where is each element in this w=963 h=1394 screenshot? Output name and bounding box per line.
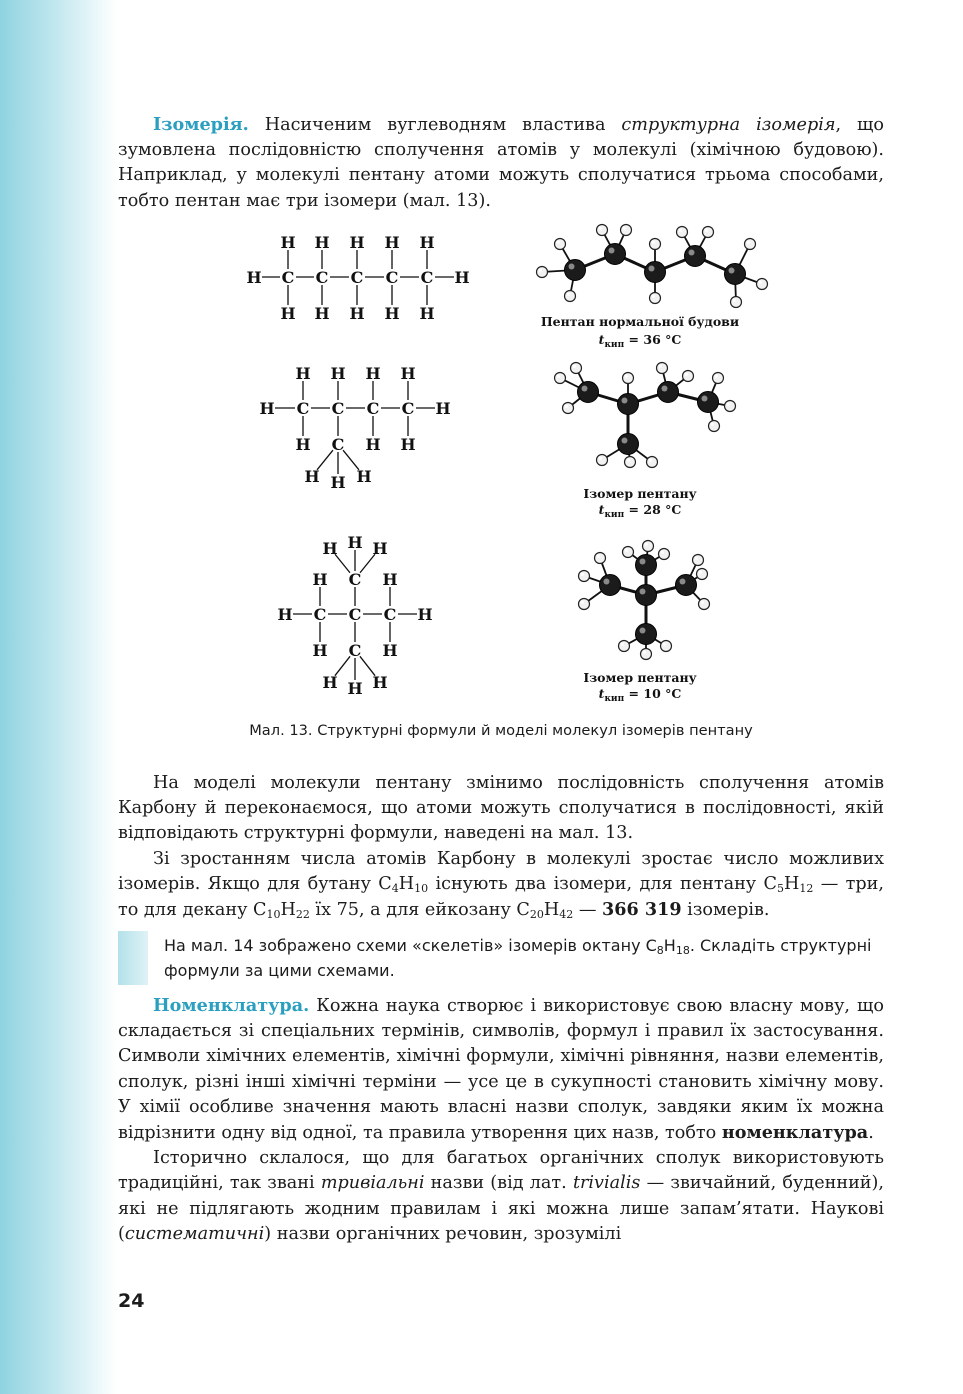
model-isopentane-hydrogen-ball	[725, 401, 736, 412]
model-isopentane-hydrogen-ball	[709, 421, 720, 432]
model-neopentane-ball-highlight	[640, 559, 646, 565]
model-isopentane-carbon-ball	[698, 392, 719, 413]
paragraph-isomer-count: Зі зростанням числа атомів Карбону в молекулі зростає число можливих ізомерів. Якщо для бутану $C_4H_{10}$ існують два ізомери, для пентану $C_5H_{12}$ — три, то для декану $C_{10}H_{22}$ їх 75, а для ейкозану $C_{20}H_{42}$ — 366 319 ізомерів.	[118, 848, 884, 922]
formula-n-pentane-hydrogen-atom: H	[454, 268, 470, 287]
section-heading-nomenclature: Номенклатура.	[153, 995, 310, 1016]
model-isopentane-hydrogen-ball	[555, 373, 566, 384]
model-neopentane-carbon-ball	[636, 624, 657, 645]
figure-drawing	[230, 220, 790, 710]
model-n-pentane-ball-highlight	[652, 241, 655, 244]
model-isopentane-ball-highlight	[599, 457, 602, 460]
formula-n-pentane-hydrogen-atom: H	[419, 304, 435, 323]
model-neopentane-ball-highlight	[604, 579, 610, 585]
model-n-pentane-ball-highlight	[759, 281, 762, 284]
task-box	[118, 931, 884, 985]
formula-n-pentane-carbon-atom: C	[281, 268, 295, 287]
formula-isomer-2-hydrogen-atom: H	[259, 399, 275, 418]
formula-isomer-3-hydrogen-atom: H	[322, 539, 338, 558]
formula-isomer-2-hydrogen-atom: H	[304, 467, 320, 486]
model-isopentane-ball-highlight	[662, 386, 668, 392]
model-n-pentane-hydrogen-ball	[650, 239, 661, 250]
formula-isomer-2-carbon-atom: C	[331, 399, 345, 418]
model-isopentane-ball-highlight	[625, 375, 628, 378]
formula-isomer-2-hydrogen-atom: H	[365, 364, 381, 383]
model-n-pentane-ball-highlight	[539, 269, 542, 272]
paragraph-nomenclature: Номенклатура. Кожна наука створює і використовує свою власну мову, що складається зі спеціальних термінів, символів, формул і правил їх застосування. Символи хімічних елементів, хімічні формули, хімічні рівняння, назви елементів, сполук, різні інші хімічні терміни — усе це в сукупності становить хімічну мову. У хімії особливе значення мають власні назви сполук, завдяки яким їх можна відрізнити одну від одної, та правила утворення цих назв, тобто номенклатура.	[118, 995, 884, 1144]
model-n-pentane-hydrogen-ball	[597, 225, 608, 236]
formula-isomer-3-carbon-atom: C	[313, 605, 327, 624]
model-n-pentane-ball-highlight	[652, 295, 655, 298]
task-text: На мал. 14 зображено схеми «скелетів» ізомерів октану $C_8H_{18}$. Складіть структурні формули за цими схемами.	[164, 936, 872, 980]
model-label-1: Пентан нормальної будови	[540, 314, 740, 329]
model-neopentane-ball-highlight	[581, 573, 584, 576]
model-n-pentane-carbon-ball	[725, 264, 746, 285]
model-isopentane-ball-highlight	[573, 365, 576, 368]
model-n-pentane-ball-highlight	[679, 229, 682, 232]
figure-isomers-of-pentane	[230, 220, 790, 710]
body-paragraphs-2	[118, 993, 884, 1247]
model-n-pentane-hydrogen-ball	[677, 227, 688, 238]
model-n-pentane-ball-highlight	[705, 229, 708, 232]
boiling-point-1: $t_{кип} = 36$ °C	[598, 332, 682, 350]
formula-n-pentane-carbon-atom: C	[315, 268, 329, 287]
model-isopentane-ball-highlight	[711, 423, 714, 426]
formula-isomer-2-hydrogen-atom: H	[330, 473, 346, 492]
model-n-pentane-hydrogen-ball	[731, 297, 742, 308]
model-neopentane-hydrogen-ball	[623, 547, 634, 558]
model-neopentane-carbon-ball	[676, 575, 697, 596]
model-neopentane-carbon-ball	[636, 585, 657, 606]
model-neopentane-hydrogen-ball	[659, 549, 670, 560]
model-neopentane-hydrogen-ball	[643, 541, 654, 552]
model-neopentane-ball-highlight	[640, 628, 646, 634]
model-isopentane-hydrogen-ball	[571, 363, 582, 374]
formula-n-pentane-hydrogen-atom: H	[384, 233, 400, 252]
model-n-pentane-hydrogen-ball	[757, 279, 768, 290]
formula-isomer-3-hydrogen-atom: H	[277, 605, 293, 624]
model-neopentane-ball-highlight	[663, 643, 666, 646]
formula-n-pentane-hydrogen-atom: H	[246, 268, 262, 287]
model-neopentane-hydrogen-ball	[661, 641, 672, 652]
margin-strip	[0, 0, 118, 1394]
formula-isomer-2-carbon-atom: C	[401, 399, 415, 418]
model-n-pentane-hydrogen-ball	[555, 239, 566, 250]
formula-n-pentane-carbon-atom: C	[420, 268, 434, 287]
formula-isomer-2-carbon-atom: C	[331, 435, 345, 454]
formula-isomer-3-hydrogen-atom: H	[417, 605, 433, 624]
model-isopentane-carbon-ball	[618, 394, 639, 415]
model-neopentane-ball-highlight	[581, 601, 584, 604]
model-n-pentane-hydrogen-ball	[621, 225, 632, 236]
model-n-pentane-ball-highlight	[599, 227, 602, 230]
formula-isomer-2-hydrogen-atom: H	[295, 364, 311, 383]
model-neopentane-hydrogen-ball	[595, 553, 606, 564]
boiling-point-3: $t_{кип} = 10$ °C	[598, 686, 682, 704]
model-isopentane-ball-highlight	[582, 386, 588, 392]
model-neopentane-ball-highlight	[680, 579, 686, 585]
boiling-point-2: $t_{кип} = 28$ °C	[598, 502, 682, 520]
model-label-3: Ізомер пентану	[583, 670, 697, 685]
model-neopentane-ball-highlight	[701, 601, 704, 604]
model-n-pentane-ball-highlight	[609, 248, 615, 254]
model-neopentane-ball-highlight	[699, 571, 702, 574]
formula-isomer-3-hydrogen-atom: H	[347, 679, 363, 698]
model-isopentane-carbon-ball	[618, 434, 639, 455]
model-n-pentane-carbon-ball	[565, 260, 586, 281]
model-neopentane-ball-highlight	[621, 643, 624, 646]
model-isopentane-hydrogen-ball	[623, 373, 634, 384]
model-isopentane-hydrogen-ball	[683, 371, 694, 382]
formula-n-pentane-hydrogen-atom: H	[349, 304, 365, 323]
model-neopentane-ball-highlight	[625, 549, 628, 552]
model-n-pentane-ball-highlight	[689, 250, 695, 256]
formula-isomer-3-hydrogen-atom: H	[312, 570, 328, 589]
model-neopentane-hydrogen-ball	[697, 569, 708, 580]
model-neopentane-ball-highlight	[661, 551, 664, 554]
model-isopentane-hydrogen-ball	[597, 455, 608, 466]
model-neopentane-ball-highlight	[695, 557, 698, 560]
formula-isomer-3-hydrogen-atom: H	[322, 673, 338, 692]
model-n-pentane-hydrogen-ball	[650, 293, 661, 304]
model-n-pentane-hydrogen-ball	[703, 227, 714, 238]
formula-n-pentane-hydrogen-atom: H	[419, 233, 435, 252]
paragraph-trivial-names: Історично склалося, що для багатьох органічних сполук використовують традиційні, так звані тривіальні назви (від лат. trivialis — звичайний, буденний), які не підлягають жодним правилам і які можна лише запам’ятати. Наукові (систематичні) назви органічних речовин, зрозумілі	[118, 1148, 884, 1244]
model-neopentane-carbon-ball	[636, 555, 657, 576]
formula-n-pentane-carbon-atom: C	[350, 268, 364, 287]
formula-isomer-2-hydrogen-atom: H	[330, 364, 346, 383]
model-neopentane-ball-highlight	[597, 555, 600, 558]
body-paragraphs-1	[118, 771, 884, 923]
formula-isomer-2-hydrogen-atom: H	[400, 435, 416, 454]
model-neopentane-carbon-ball	[600, 575, 621, 596]
formula-isomer-2-hydrogen-atom: H	[356, 467, 372, 486]
model-neopentane-ball-highlight	[645, 543, 648, 546]
formula-isomer-3-carbon-atom: C	[348, 570, 362, 589]
formula-n-pentane-hydrogen-atom: H	[280, 304, 296, 323]
model-n-pentane-hydrogen-ball	[565, 291, 576, 302]
model-isopentane-hydrogen-ball	[647, 457, 658, 468]
model-isopentane-ball-highlight	[659, 365, 662, 368]
model-n-pentane-ball-highlight	[567, 293, 570, 296]
model-isopentane-hydrogen-ball	[563, 403, 574, 414]
model-neopentane-hydrogen-ball	[641, 649, 652, 660]
model-neopentane-hydrogen-ball	[699, 599, 710, 610]
model-n-pentane-ball-highlight	[747, 241, 750, 244]
model-neopentane-hydrogen-ball	[579, 571, 590, 582]
formula-isomer-3-carbon-atom: C	[348, 605, 362, 624]
model-isopentane-hydrogen-ball	[713, 373, 724, 384]
intro-paragraph: Ізомерія. Насиченим вуглеводням властива структурна ізомерія, що зумовлена послідовністю сполучення атомів у молекулі (хімічною будовою). Наприклад, у молекулі пентану атоми можуть сполучатися трьома способами, тобто пентан має три ізомери (мал. 13).	[118, 114, 884, 211]
model-isopentane-ball-highlight	[702, 396, 708, 402]
model-n-pentane-hydrogen-ball	[537, 267, 548, 278]
formula-isomer-3-hydrogen-atom: H	[312, 641, 328, 660]
model-isopentane-ball-highlight	[727, 403, 730, 406]
formula-n-pentane-hydrogen-atom: H	[280, 233, 296, 252]
model-n-pentane-ball-highlight	[623, 227, 626, 230]
model-isopentane-ball-highlight	[715, 375, 718, 378]
model-label-2: Ізомер пентану	[583, 486, 697, 501]
formula-n-pentane-hydrogen-atom: H	[384, 304, 400, 323]
formula-isomer-3-hydrogen-atom: H	[372, 539, 388, 558]
model-isopentane-ball-highlight	[557, 375, 560, 378]
formula-isomer-2-hydrogen-atom: H	[435, 399, 451, 418]
model-n-pentane-carbon-ball	[685, 246, 706, 267]
model-isopentane-ball-highlight	[565, 405, 568, 408]
paragraph-model: На моделі молекули пентану змінимо послідовність сполучення атомів Карбону й переконаємося, що атоми можуть сполучатися в послідовності, якій відповідають структурні формули, наведені на мал. 13.	[118, 773, 884, 844]
model-neopentane-ball-highlight	[643, 651, 646, 654]
formula-isomer-2-hydrogen-atom: H	[400, 364, 416, 383]
model-n-pentane-ball-highlight	[733, 299, 736, 302]
model-isopentane-ball-highlight	[627, 459, 630, 462]
model-neopentane-ball-highlight	[640, 589, 646, 595]
section-heading-isomeria: Ізомерія.	[153, 114, 249, 135]
formula-n-pentane-hydrogen-atom: H	[349, 233, 365, 252]
formula-isomer-2-carbon-atom: C	[366, 399, 380, 418]
model-neopentane-hydrogen-ball	[693, 555, 704, 566]
formula-n-pentane-hydrogen-atom: H	[314, 304, 330, 323]
formula-isomer-2-hydrogen-atom: H	[295, 435, 311, 454]
formula-isomer-3-hydrogen-atom: H	[347, 533, 363, 552]
model-isopentane-ball-highlight	[649, 459, 652, 462]
formula-isomer-3-hydrogen-atom: H	[372, 673, 388, 692]
model-n-pentane-ball-highlight	[557, 241, 560, 244]
model-isopentane-carbon-ball	[578, 382, 599, 403]
formula-n-pentane-carbon-atom: C	[385, 268, 399, 287]
formula-isomer-3-hydrogen-atom: H	[382, 641, 398, 660]
model-n-pentane-hydrogen-ball	[745, 239, 756, 250]
model-isopentane-carbon-ball	[658, 382, 679, 403]
model-n-pentane-carbon-ball	[645, 262, 666, 283]
model-n-pentane-carbon-ball	[605, 244, 626, 265]
model-isopentane-ball-highlight	[685, 373, 688, 376]
formula-isomer-3-hydrogen-atom: H	[382, 570, 398, 589]
page-number: 24	[118, 1290, 145, 1312]
model-isopentane-hydrogen-ball	[625, 457, 636, 468]
model-neopentane-hydrogen-ball	[619, 641, 630, 652]
model-isopentane-hydrogen-ball	[657, 363, 668, 374]
model-isopentane-ball-highlight	[622, 438, 628, 444]
model-n-pentane-ball-highlight	[569, 264, 575, 270]
model-n-pentane-ball-highlight	[729, 268, 735, 274]
model-neopentane-hydrogen-ball	[579, 599, 590, 610]
formula-isomer-2-hydrogen-atom: H	[365, 435, 381, 454]
figure-caption: Мал. 13. Структурні формули й моделі молекул ізомерів пентану	[249, 722, 753, 739]
formula-isomer-2-carbon-atom: C	[296, 399, 310, 418]
formula-isomer-3-carbon-atom: C	[348, 641, 362, 660]
model-isopentane-ball-highlight	[622, 398, 628, 404]
model-n-pentane-ball-highlight	[649, 266, 655, 272]
formula-isomer-3-carbon-atom: C	[383, 605, 397, 624]
task-marker	[118, 931, 148, 985]
formula-n-pentane-hydrogen-atom: H	[314, 233, 330, 252]
